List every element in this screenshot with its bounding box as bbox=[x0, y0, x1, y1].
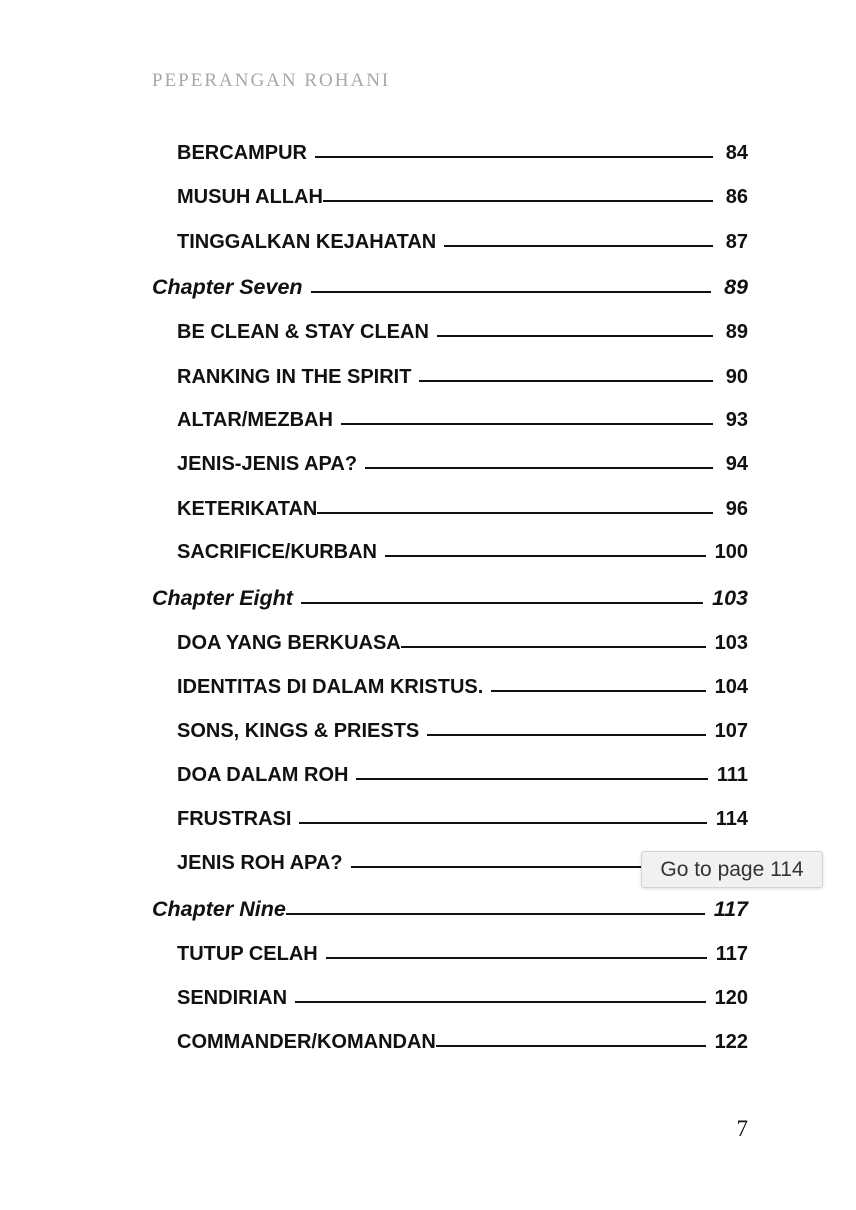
dot-leader bbox=[427, 734, 705, 736]
toc-link-musuh-allah[interactable] bbox=[177, 186, 748, 216]
running-header: PEPERANGAN ROHANI bbox=[152, 70, 391, 91]
toc-chapter-page: 103 bbox=[712, 586, 748, 610]
toc-entry-title: FRUSTRASI bbox=[177, 808, 292, 830]
toc-link-commander-komandan[interactable] bbox=[177, 1031, 748, 1061]
dot-leader bbox=[295, 1001, 706, 1003]
toc-link-be-clean-stay-clean[interactable] bbox=[177, 321, 748, 351]
dot-leader bbox=[299, 822, 706, 824]
toc-entry-title: KETERIKATAN bbox=[177, 498, 318, 520]
toc-entry-title: BERCAMPUR bbox=[177, 142, 307, 164]
toc-entry-title: ALTAR/MEZBAH bbox=[177, 409, 333, 431]
toc-link-identitas-di-dalam-kristus[interactable] bbox=[177, 676, 748, 706]
toc-entry-page: 89 bbox=[725, 321, 748, 343]
toc-entry-title: RANKING IN THE SPIRIT bbox=[177, 366, 412, 388]
toc-entry-title: IDENTITAS DI DALAM KRISTUS. bbox=[177, 676, 484, 698]
toc-entry-page: 94 bbox=[725, 453, 748, 475]
toc-entry-title: DOA DALAM ROH bbox=[177, 764, 349, 786]
toc-entry-page: 114 bbox=[715, 808, 748, 830]
toc-entry-title: SONS, KINGS & PRIESTS bbox=[177, 720, 420, 742]
toc-link-tinggalkan-kejahatan[interactable] bbox=[177, 231, 748, 261]
dot-leader bbox=[301, 602, 703, 604]
toc-entry-page: 100 bbox=[714, 541, 748, 563]
toc-entry-title: SENDIRIAN bbox=[177, 987, 288, 1009]
dot-leader bbox=[317, 512, 713, 514]
dot-leader bbox=[401, 646, 706, 648]
dot-leader bbox=[286, 913, 705, 915]
toc-chapter-title: Chapter Eight bbox=[152, 586, 293, 610]
dot-leader bbox=[419, 380, 713, 382]
toc-link-chapter-seven[interactable] bbox=[152, 275, 748, 305]
toc-entry-page: 107 bbox=[714, 720, 748, 742]
toc-entry-title: BE CLEAN & STAY CLEAN bbox=[177, 321, 429, 343]
dot-leader bbox=[444, 245, 713, 247]
dot-leader bbox=[491, 690, 705, 692]
page-number: 7 bbox=[736, 1116, 748, 1141]
dot-leader bbox=[315, 156, 713, 158]
dot-leader bbox=[365, 467, 713, 469]
toc-link-chapter-eight[interactable] bbox=[152, 586, 748, 616]
toc-link-ranking-in-the-spirit[interactable] bbox=[177, 366, 748, 396]
toc-entry-page: 120 bbox=[714, 987, 748, 1009]
dot-leader bbox=[341, 423, 713, 425]
toc-link-frustrasi[interactable] bbox=[177, 808, 748, 838]
toc-entry-title: TUTUP CELAH bbox=[177, 943, 318, 965]
toc-link-sons-kings-priests[interactable] bbox=[177, 720, 748, 750]
toc-link-chapter-nine[interactable] bbox=[152, 897, 748, 927]
dot-leader bbox=[323, 200, 713, 202]
toc-entry-title: JENIS ROH APA? bbox=[177, 852, 343, 874]
link-tooltip: Go to page 114 bbox=[641, 851, 823, 888]
toc-link-bercampur[interactable] bbox=[177, 142, 748, 172]
toc-entry-page: 117 bbox=[715, 943, 748, 965]
toc-entry-page: 93 bbox=[725, 409, 748, 431]
toc-entry-title: MUSUH ALLAH bbox=[177, 186, 323, 208]
toc-link-jenis-jenis-apa[interactable] bbox=[177, 453, 748, 483]
toc-link-keterikatan[interactable] bbox=[177, 498, 748, 528]
dot-leader bbox=[311, 291, 711, 293]
toc-entry-page: 122 bbox=[714, 1031, 748, 1053]
dot-leader bbox=[356, 778, 707, 780]
dot-leader bbox=[436, 1045, 706, 1047]
toc-chapter-title: Chapter Seven bbox=[152, 275, 303, 299]
toc-entry-page: 96 bbox=[725, 498, 748, 520]
toc-entry-page: 87 bbox=[725, 231, 748, 253]
toc-entry-page: 84 bbox=[725, 142, 748, 164]
toc-chapter-page: 89 bbox=[724, 275, 748, 299]
toc-link-altar-mezbah[interactable] bbox=[177, 409, 748, 439]
toc-entry-title: JENIS-JENIS APA? bbox=[177, 453, 358, 475]
toc-link-doa-dalam-roh[interactable] bbox=[177, 764, 748, 794]
toc-entry-title: TINGGALKAN KEJAHATAN bbox=[177, 231, 437, 253]
toc-entry-title: SACRIFICE/KURBAN bbox=[177, 541, 377, 563]
toc-link-sacrifice-kurban[interactable] bbox=[177, 541, 748, 571]
toc-entry-page: 104 bbox=[714, 676, 748, 698]
dot-leader bbox=[326, 957, 707, 959]
toc-entry-page: 90 bbox=[725, 366, 748, 388]
toc-entry-title: DOA YANG BERKUASA bbox=[177, 632, 401, 654]
dot-leader bbox=[437, 335, 713, 337]
toc-link-doa-yang-berkuasa[interactable] bbox=[177, 632, 748, 662]
toc-entry-page: 103 bbox=[714, 632, 748, 654]
toc-chapter-title: Chapter Nine bbox=[152, 897, 286, 921]
toc-entry-page: 86 bbox=[725, 186, 748, 208]
toc-chapter-page: 117 bbox=[713, 897, 748, 921]
dot-leader bbox=[385, 555, 706, 557]
toc-link-tutup-celah[interactable] bbox=[177, 943, 748, 973]
toc-entry-title: COMMANDER/KOMANDAN bbox=[177, 1031, 436, 1053]
toc-entry-page: 111 bbox=[716, 764, 748, 786]
toc-link-sendirian[interactable] bbox=[177, 987, 748, 1017]
